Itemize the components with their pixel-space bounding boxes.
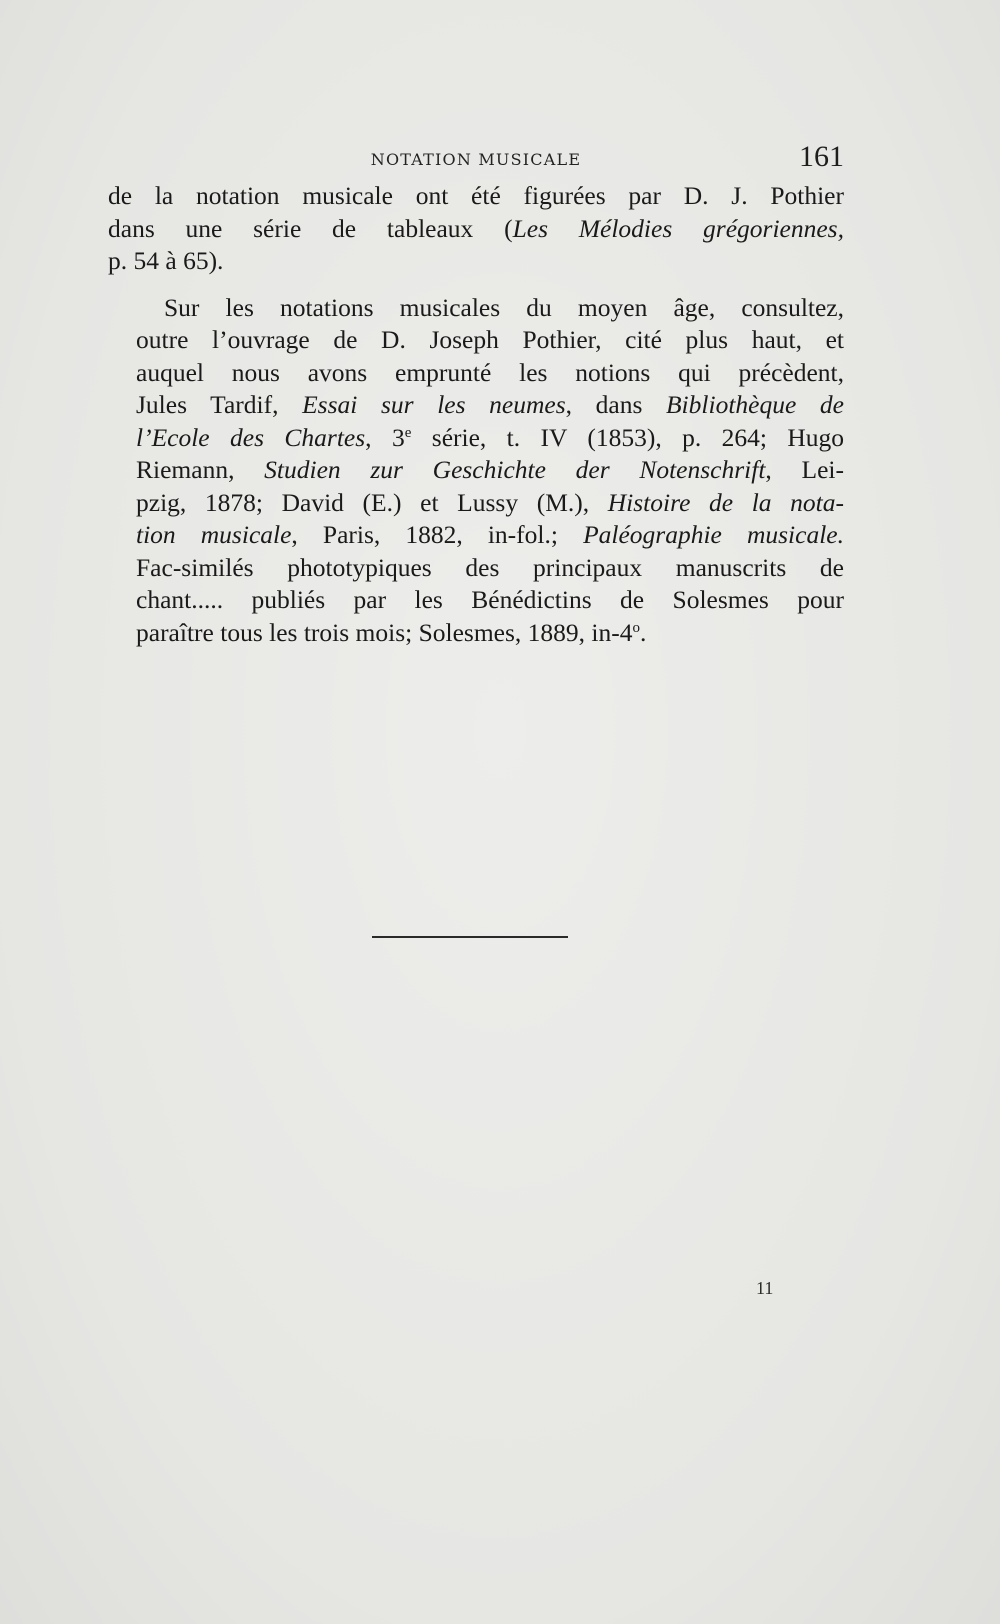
text-line [108, 487, 844, 520]
signature-mark: 11 [756, 1278, 774, 1298]
text-run: , Paris, 1882, in-fol.; [291, 520, 584, 549]
text-run: auquel nous avons emprunté les notions qui précèdent, [136, 357, 844, 387]
text-run: Riemann, [136, 455, 265, 484]
text-run: pzig, 1878; David (E.) et Lussy (M.), [136, 487, 608, 517]
running-head [108, 140, 844, 180]
paragraph-2 [108, 292, 844, 650]
text-line [108, 454, 844, 487]
text-run: Fac-similés phototypiques des principaux manuscrits de [136, 552, 844, 582]
text-line [108, 180, 844, 213]
superscript: o [632, 619, 640, 636]
italic-title: Paléographie musicale. [583, 520, 844, 549]
text-line [108, 617, 844, 650]
text-line [108, 389, 844, 422]
italic-title: Bibliothèque de [665, 390, 844, 419]
text-run: , dans [565, 390, 666, 419]
text-run: série, t. IV (1853), p. 264; Hugo [411, 422, 845, 452]
text-run: p. 54 à 65). [108, 246, 224, 275]
text-run: de la notation musicale ont été figurées par D. J. Pothier [108, 181, 844, 210]
body-text [108, 180, 844, 649]
text-run: chant..... publiés par les Bénédictins de Solesmes pour [136, 585, 844, 614]
text-run: dans une série de tableaux ( [108, 213, 513, 243]
text-line [108, 422, 844, 455]
page-number: 161 [799, 140, 844, 173]
text-run: , 3 [365, 422, 405, 452]
text-line [108, 552, 844, 585]
text-run: paraître tous les trois mois; Solesmes, 1889, in-4 [136, 617, 633, 647]
paragraph-1 [108, 180, 844, 278]
text-line [108, 584, 844, 617]
text-run: Sur les notations musicales du moyen âge, consultez, [164, 292, 844, 322]
text-line [108, 519, 844, 552]
italic-title: Studien zur Geschichte der Notenschrift [264, 455, 766, 484]
italic-title: l’Ecole des Chartes [136, 422, 366, 452]
italic-title: Essai sur les neumes [302, 390, 566, 419]
text-line [108, 245, 844, 278]
superscript: e [404, 424, 412, 441]
text-line [108, 324, 844, 357]
text-run: outre l’ouvrage de D. Joseph Pothier, cité plus haut, et [136, 325, 844, 354]
text-run: . [640, 617, 647, 647]
italic-title: tion musicale [136, 520, 292, 549]
text-line [108, 213, 844, 246]
text-run: Jules Tardif, [136, 390, 303, 419]
end-rule [372, 936, 568, 938]
text-line [108, 292, 844, 325]
text-run: , Lei- [765, 455, 844, 484]
italic-title: Histoire de la nota- [607, 487, 844, 517]
running-title: NOTATION MUSICALE [370, 150, 582, 169]
text-line [108, 357, 844, 390]
italic-title: Les Mélodies grégoriennes, [512, 213, 844, 243]
